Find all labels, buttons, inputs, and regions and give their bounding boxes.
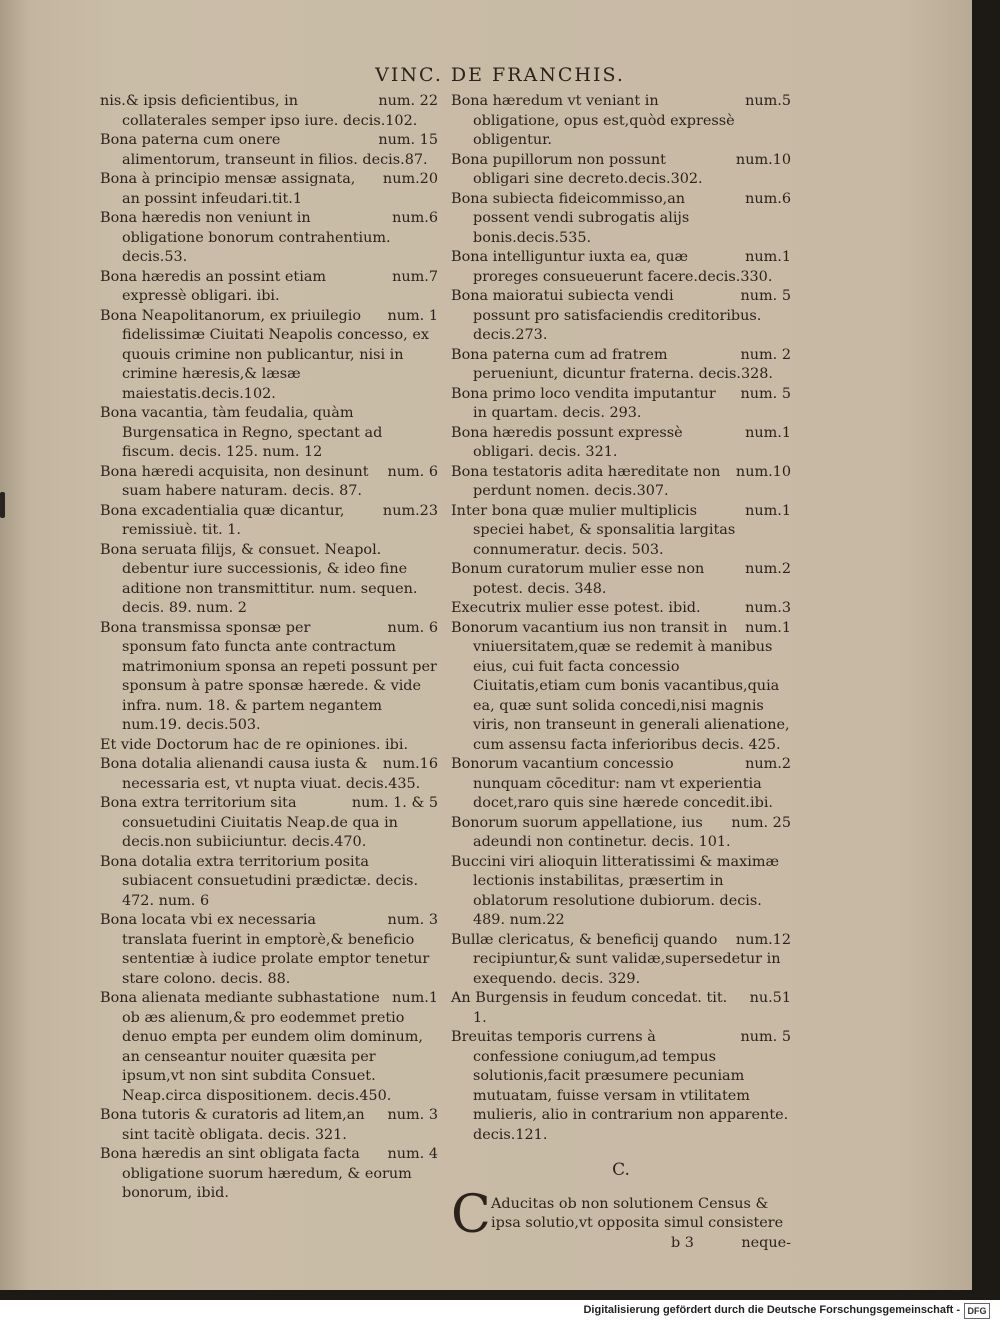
entry-number: num. 6 [387, 619, 438, 636]
entry-text: Bona hæredum vt veniant in obligatione, opus est,quòd expressè obligentur. [451, 93, 735, 148]
entry-text: Breuitas temporis currens à confessione coniugum,ad tempus solutionis,facit præsumere pecuniam mutuatam, fuisse versam in vtilitatem mulieris, alio in contrarium non apparente. decis.121. [451, 1029, 789, 1143]
entry-number: num. 5 [740, 288, 791, 304]
index-entry [100, 1145, 438, 1204]
index-entry [100, 463, 438, 502]
footer-credit: Digitalisierung gefördert durch die Deutsche Forschungsgemeinschaft - [583, 1304, 960, 1316]
signature-mark: b 3 [671, 1234, 694, 1251]
index-entry [451, 560, 791, 599]
entry-number: num.20 [382, 171, 438, 187]
index-entry [451, 599, 791, 619]
entry-text: Inter bona quæ mulier multiplicis speciei habet, & sponsalitia largitas connumeratur. decis. 503. [451, 502, 736, 558]
index-entry [451, 92, 791, 151]
entry-text: Bona à principio mensæ assignata, an possint infeudari.tit.1 [100, 171, 356, 207]
entry-text: Bona hæredis non veniunt in obligatione bonorum contrahentium. decis.53. [100, 210, 391, 265]
entry-text: Bona alienata mediante subhastatione ob æs alienum,& pro eodemmet pretio denuo empta per eundem olim dominum, an censeantur nouiter quæsita per ipsum,vt non sint subdita Consuet. Neap.circa dispositionem. decis.450. [100, 990, 423, 1104]
entry-text: Bona vacantia, tàm feudalia, quàm Burgensatica in Regno, spectant ad fiscum. decis. 125. num. 12 [100, 405, 383, 460]
entry-text: Bonum curatorum mulier esse non potest. decis. 348. [451, 561, 705, 597]
paragraph-line: Aducitas ob non solutionem Census & [491, 1195, 769, 1212]
index-entry [100, 541, 438, 619]
entry-number: num.16 [382, 756, 438, 772]
index-entry [451, 755, 791, 814]
entry-text: Bonorum suorum appellatione, ius adeundi non continetur. decis. 101. [451, 814, 731, 850]
entry-text: Bona Neapolitanorum, ex priuilegio fidelissimæ Ciuitati Neapolis concesso, ex quouis crimine non publicantur, nisi in crimine hæresis,& læsæ maiestatis.decis.102. [100, 307, 429, 402]
entry-number: num.1 [392, 990, 438, 1006]
entry-text: Bona primo loco vendita imputantur in quartam. decis. 293. [451, 385, 716, 421]
paragraph-line: ipsa solutio,vt opposita simul consistere [491, 1215, 784, 1231]
entry-number: num.10 [735, 463, 791, 480]
entry-text: Bona paterna cum onere alimentorum, transeunt in filios. decis.87. [100, 132, 428, 168]
index-entry [451, 931, 791, 990]
entry-number: num.1 [745, 619, 791, 636]
section-c-paragraph [451, 1184, 791, 1254]
entry-number: num. 2 [740, 346, 791, 363]
entry-text: Bona tutoris & curatoris ad litem,an sint tacitè obligata. decis. 321. [100, 1107, 365, 1143]
entry-number: num. 6 [387, 463, 438, 480]
entry-text: Bullæ clericatus, & beneficij quando recipiuntur,& sunt validæ,supersedetur in exequendo. decis. 329. [451, 931, 781, 987]
running-title: VINC. DE FRANCHIS. [375, 64, 625, 86]
entry-text: Bona hæredis possunt expressè obligari. decis. 321. [451, 424, 683, 460]
entry-number: num. 1 [387, 307, 438, 324]
index-entry [451, 424, 791, 463]
entry-number: num.5 [745, 93, 791, 109]
index-column-right [451, 92, 791, 1253]
index-entry [451, 619, 791, 756]
section-letter-heading: C. [612, 1160, 630, 1180]
index-entry [100, 307, 438, 405]
entry-text: Bona dotalia alienandi causa iusta & necessaria est, vt nupta viuat. decis.435. [100, 756, 421, 792]
entry-number: num.23 [382, 502, 438, 519]
entry-number: num.12 [735, 931, 791, 948]
entry-number: num. 3 [387, 1107, 438, 1123]
index-entry [451, 287, 791, 346]
index-entry [451, 989, 791, 1028]
entry-number: num.1 [745, 249, 791, 265]
dfg-logo: DFG [964, 1303, 990, 1319]
catchword: neque- [741, 1234, 791, 1251]
index-entry [451, 502, 791, 561]
entry-text: Bona subiecta fideicommisso,an possent vendi subrogatis alijs bonis.decis.535. [451, 190, 690, 246]
entry-number: num. 15 [378, 132, 438, 148]
index-entry [100, 131, 438, 170]
index-entry [451, 814, 791, 853]
index-entry [451, 1028, 791, 1145]
entry-number: num. 5 [740, 385, 791, 402]
drop-capital: C [451, 1184, 491, 1245]
index-entry [100, 755, 438, 794]
index-column-left [100, 92, 438, 1204]
entry-text: Bona maioratui subiecta vendi possunt pro satisfaciendis creditoribus. decis.273. [451, 288, 762, 343]
index-entry [451, 346, 791, 385]
index-entry [100, 92, 438, 131]
entry-text: Bona intelliguntur iuxta ea, quæ proreges consueuerunt facere.decis.330. [451, 249, 773, 285]
index-entry [100, 404, 438, 463]
entry-text: Bona testatoris adita hæreditate non perdunt nomen. decis.307. [451, 463, 721, 499]
entry-number: num.2 [745, 561, 791, 577]
index-entry [451, 190, 791, 249]
entry-number: num.10 [735, 151, 791, 168]
entry-number: num.2 [745, 756, 791, 772]
index-entry [100, 736, 438, 756]
entry-text: Bona hæredi acquisita, non desinunt suam habere naturam. decis. 87. [100, 463, 369, 499]
entry-text: An Burgensis in feudum concedat. tit. 1. [451, 990, 728, 1026]
digitization-footer [0, 1300, 1000, 1321]
entry-text: Bona pupillorum non possunt obligari sine decreto.decis.302. [451, 151, 703, 187]
entry-text: Bonorum vacantium concessio nunquam cōceditur: nam vt experientia docet,raro quis sine hærede concedit.ibi. [451, 756, 773, 811]
entry-number: num. 22 [378, 93, 438, 109]
entry-number: num. 3 [387, 912, 438, 928]
entry-number: num.7 [392, 268, 438, 285]
index-entry [100, 170, 438, 209]
index-entry [100, 794, 438, 853]
entry-number: nu.51 [749, 990, 791, 1006]
index-entry [451, 248, 791, 287]
index-entry [451, 463, 791, 502]
entry-text: Bona locata vbi ex necessaria translata fuerint in emptorè,& beneficio sententiæ à iudice prolate emptor tenetur stare colono. decis. 88. [100, 912, 430, 987]
entry-text: Buccini viri alioquin litteratissimi & maximæ lectionis instabilitas, præsertim in oblatorum resolutione dubiorum. decis. 489. num.22 [451, 853, 779, 928]
entry-text: Bona paterna cum ad fratrem perueniunt, dicuntur fraterna. decis.328. [451, 346, 773, 382]
index-entry [100, 989, 438, 1106]
paragraph-tail [491, 1234, 791, 1254]
entry-text: Executrix mulier esse potest. ibid. [451, 600, 701, 616]
entry-number: num. 1. & 5 [351, 795, 438, 811]
index-entry [451, 853, 791, 931]
entry-number: num.3 [745, 600, 791, 616]
index-entry [100, 853, 438, 912]
index-entry [100, 502, 438, 541]
entry-number: num. 4 [387, 1146, 438, 1162]
entry-text: Bona transmissa sponsæ per sponsum fato functa ante contractum matrimonium sponsa an repeti possunt per sponsum à patre sponsæ hærede. & vide infra. num. 18. & partem negantem num.19. decis.503. [100, 619, 437, 733]
entry-text: Bona dotalia extra territorium posita subiacent consuetudini prædictæ. decis. 472. num. 6 [100, 853, 419, 909]
entry-text: Bona extra territorium sita consuetudini Ciuitatis Neap.de qua in decis.non subiiciuntur. decis.470. [100, 795, 398, 850]
entry-text: Bonorum vacantium ius non transit in vniuersitatem,quæ se redemit à manibus eius, cui fuit facta concessio Ciuitatis,etiam cum bonis vacantibus,quia ea, quæ sunt solida concedi,nisi magnis viris, non transeunt in generali alienatione, cum assensu facta inferioribus decis. 425. [451, 619, 790, 753]
entry-number: num.1 [745, 424, 791, 441]
entry-number: num. 5 [740, 1029, 791, 1045]
index-entry [100, 1106, 438, 1145]
index-entry [451, 385, 791, 424]
index-entries-right [451, 92, 791, 1145]
entry-text: nis.& ipsis deficientibus, in collaterales semper ipso iure. decis.102. [100, 93, 418, 129]
entry-text: Et vide Doctorum hac de re opiniones. ibi. [100, 736, 409, 753]
entry-number: num.6 [745, 190, 791, 207]
entry-text: Bona seruata filijs, & consuet. Neapol. debentur iure successionis, & ideo fine aditione non transmittitur. num. sequen. decis. 89. num. 2 [100, 541, 418, 616]
index-entry [100, 209, 438, 268]
entry-number: num.6 [392, 210, 438, 226]
index-entry [100, 268, 438, 307]
index-entry [100, 911, 438, 989]
entry-text: Bona excadentialia quæ dicantur, remissiuè. tit. 1. [100, 502, 345, 538]
entry-number: num. 25 [731, 814, 791, 831]
index-entry [451, 151, 791, 190]
index-entry [100, 619, 438, 736]
entry-text: Bona hæredis an possint etiam expressè obligari. ibi. [100, 268, 327, 304]
page-edge-mark [0, 492, 5, 518]
entry-number: num.1 [745, 502, 791, 519]
entry-text: Bona hæredis an sint obligata facta obligatione suorum hæredum, & eorum bonorum, ibid. [100, 1146, 412, 1201]
